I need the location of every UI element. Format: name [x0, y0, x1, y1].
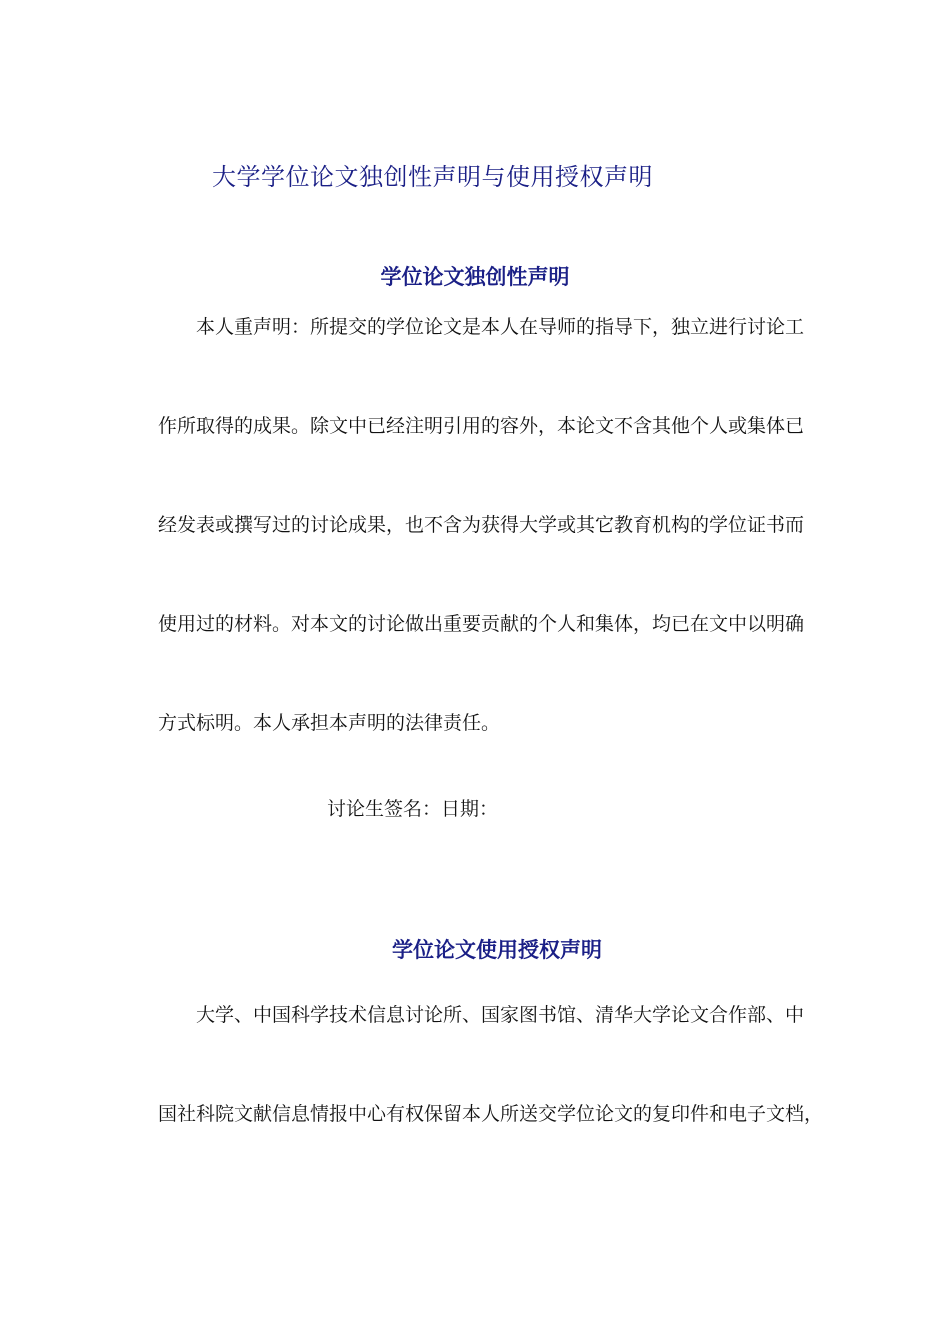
originality-line: 方式标明。本人承担本声明的法律责任。 [158, 712, 501, 734]
authorization-line: 国社科院文献信息情报中心有权保留本人所送交学位论文的复印件和电子文档， [158, 1103, 824, 1125]
originality-line: 使用过的材料。对本文的讨论做出重要贡献的个人和集体，均已在文中以明确 [158, 613, 805, 635]
originality-line: 本人重声明：所提交的学位论文是本人在导师的指导下，独立进行讨论工 [196, 316, 805, 338]
student-signature-date: 讨论生签名：日期： [327, 798, 499, 820]
originality-line: 经发表或撰写过的讨论成果，也不含为获得大学或其它教育机构的学位证书而 [158, 514, 805, 536]
originality-line: 作所取得的成果。除文中已经注明引用的容外，本论文不含其他个人或集体已 [158, 415, 805, 437]
originality-heading: 学位论文独创性声明 [380, 265, 570, 289]
document-title: 大学学位论文独创性声明与使用授权声明 [212, 163, 653, 191]
authorization-heading: 学位论文使用授权声明 [392, 938, 602, 962]
authorization-line: 大学、中国科学技术信息讨论所、国家图书馆、清华大学论文合作部、中 [196, 1004, 805, 1026]
